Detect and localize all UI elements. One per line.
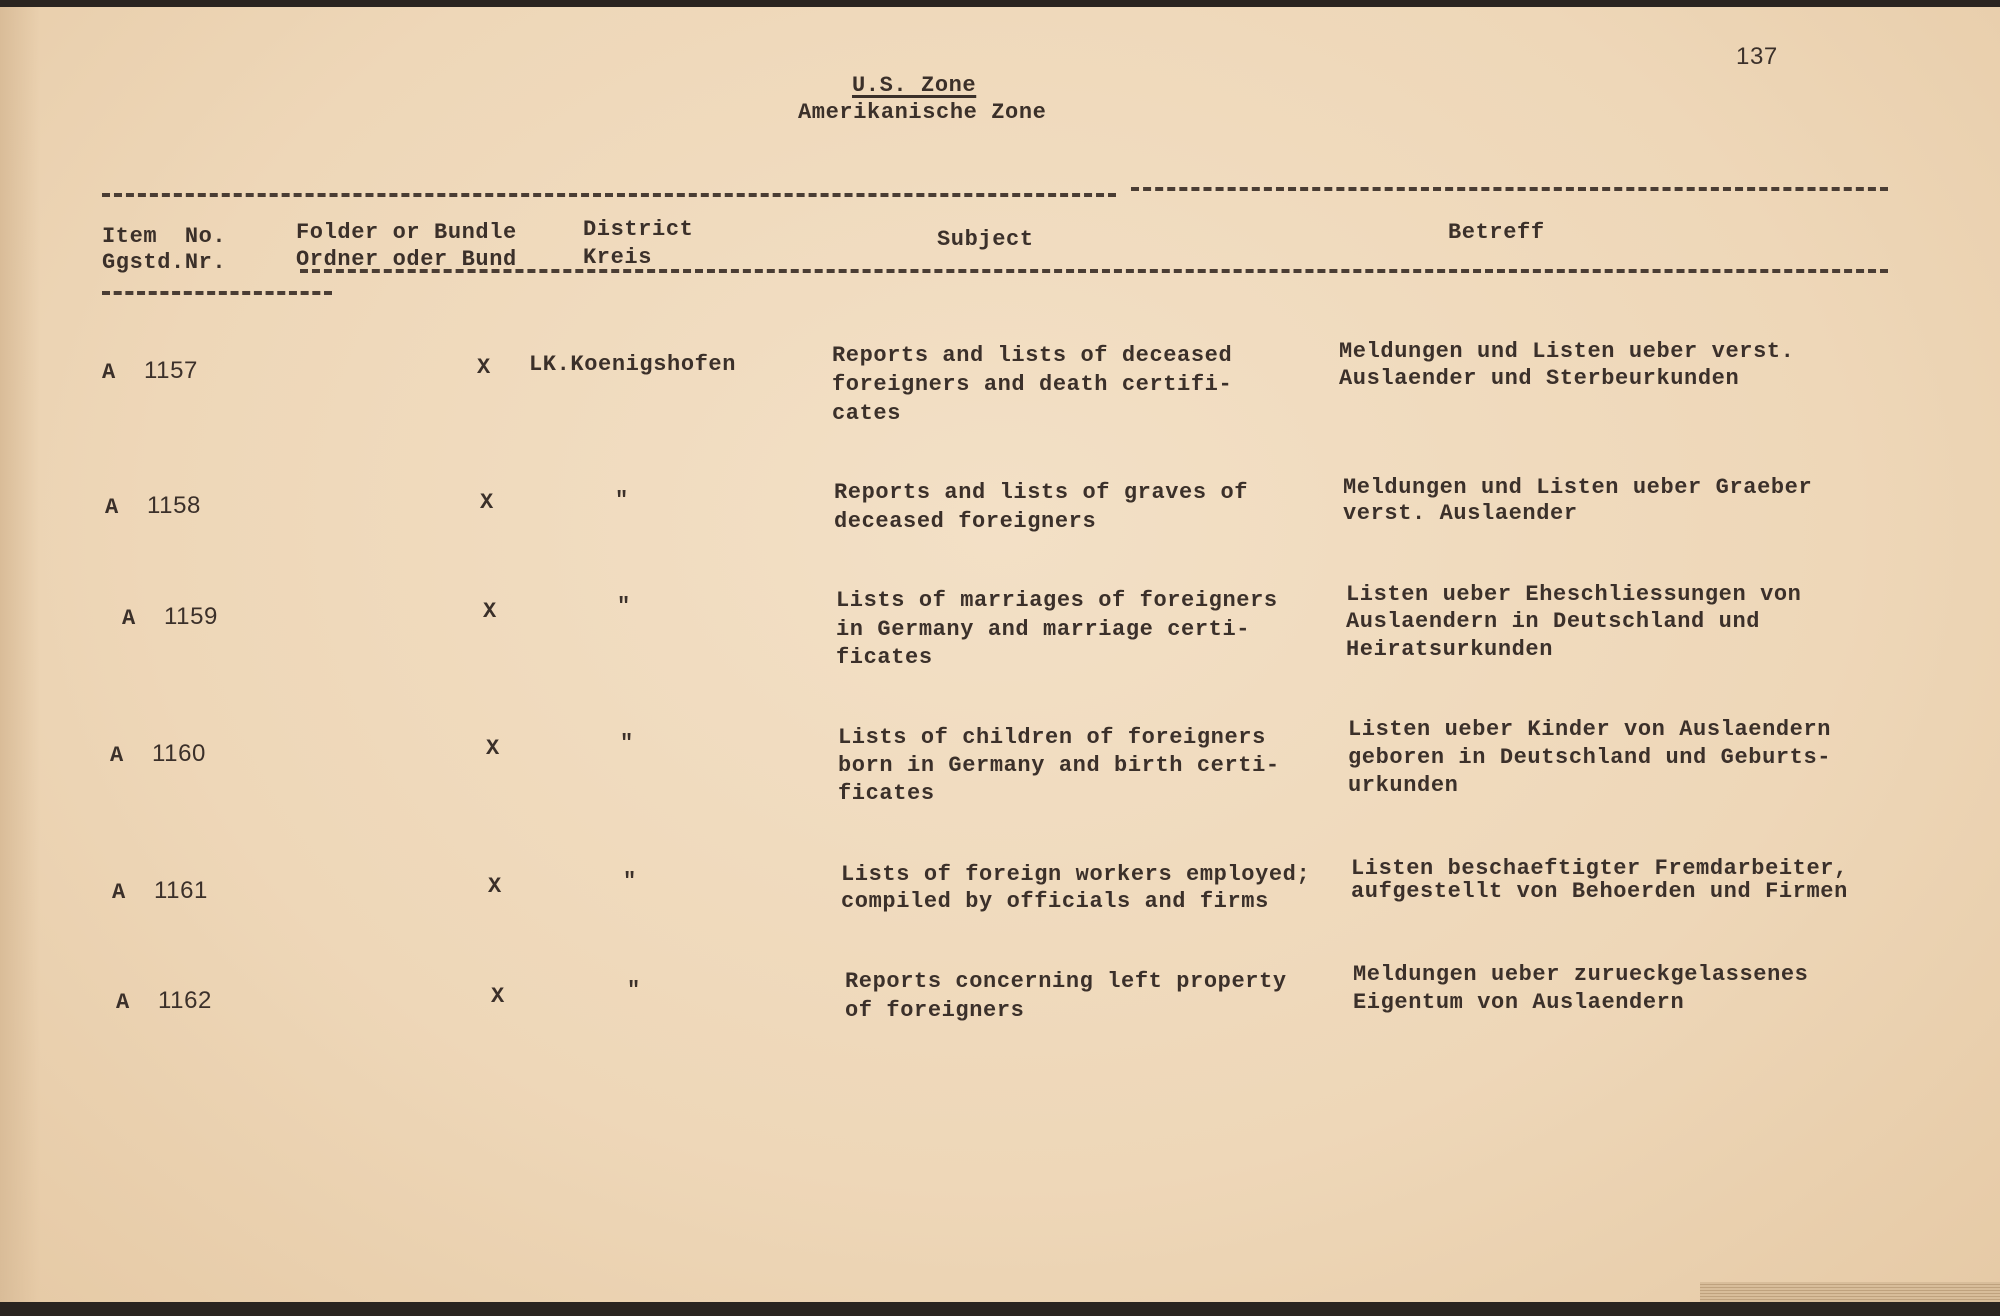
item-prefix: A xyxy=(112,880,126,905)
item-prefix: A xyxy=(102,360,116,385)
item-number: 1158 xyxy=(147,492,202,519)
subject-line: Lists of marriages of foreigners xyxy=(836,588,1278,613)
subject-line: born in Germany and birth certi- xyxy=(838,753,1280,778)
header-folder: Folder or Bundle xyxy=(296,220,517,245)
subject-line: foreigners and death certifi- xyxy=(832,372,1233,397)
item-prefix: A xyxy=(110,743,124,768)
divider xyxy=(300,269,1888,273)
betreff-line: Eigentum von Auslaendern xyxy=(1353,990,1685,1015)
header-betreff: Betreff xyxy=(1448,220,1545,245)
page-subtitle: Amerikanische Zone xyxy=(798,100,1047,125)
district: LK.Koenigshofen xyxy=(529,352,737,377)
header-district: District xyxy=(583,217,694,242)
folder-mark: X xyxy=(486,736,500,761)
page-title: U.S. Zone xyxy=(852,73,977,98)
betreff-line: Listen ueber Kinder von Auslaendern xyxy=(1348,717,1832,742)
subject-line: cates xyxy=(832,401,902,426)
item-number: 1160 xyxy=(152,740,207,767)
page-stack-edge xyxy=(1700,1282,2000,1302)
subject-line: ficates xyxy=(836,645,933,670)
divider xyxy=(1131,187,1888,191)
betreff-line: verst. Auslaender xyxy=(1343,501,1578,526)
betreff-line: Listen beschaeftigter Fremdarbeiter, xyxy=(1351,856,1848,881)
item-number: 1159 xyxy=(164,603,219,630)
district: " xyxy=(627,978,641,1003)
betreff-line: aufgestellt von Behoerden und Firmen xyxy=(1351,879,1848,904)
folder-mark: X xyxy=(477,355,491,380)
betreff-line: Meldungen ueber zurueckgelassenes xyxy=(1353,962,1809,987)
district: " xyxy=(623,869,637,894)
subject-line: Reports concerning left property xyxy=(845,969,1287,994)
page-number: 137 xyxy=(1736,43,1778,70)
subject-line: ficates xyxy=(838,781,935,806)
document-page xyxy=(0,7,2000,1302)
header-folder-de: Ordner oder Bund xyxy=(296,247,517,272)
item-prefix: A xyxy=(116,990,130,1015)
item-number: 1157 xyxy=(144,357,199,384)
betreff-line: Auslaender und Sterbeurkunden xyxy=(1339,366,1740,391)
subject-line: Lists of children of foreigners xyxy=(838,725,1266,750)
folder-mark: X xyxy=(480,490,494,515)
folder-mark: X xyxy=(483,599,497,624)
betreff-line: Meldungen und Listen ueber verst. xyxy=(1339,339,1795,364)
district: " xyxy=(617,594,631,619)
betreff-line: Heiratsurkunden xyxy=(1346,637,1554,662)
header-item-de: Ggstd.Nr. xyxy=(102,250,227,275)
subject-line: Reports and lists of deceased xyxy=(832,343,1233,368)
district: " xyxy=(620,731,634,756)
betreff-line: urkunden xyxy=(1348,773,1459,798)
subject-line: compiled by officials and firms xyxy=(841,889,1269,914)
folder-mark: X xyxy=(488,874,502,899)
subject-line: Lists of foreign workers employed; xyxy=(841,862,1311,887)
folder-mark: X xyxy=(491,984,505,1009)
item-number: 1161 xyxy=(154,877,209,904)
betreff-line: Meldungen und Listen ueber Graeber xyxy=(1343,475,1813,500)
betreff-line: Listen ueber Eheschliessungen von xyxy=(1346,582,1802,607)
divider xyxy=(102,291,332,295)
district: " xyxy=(615,488,629,513)
item-prefix: A xyxy=(105,495,119,520)
betreff-line: Auslaendern in Deutschland und xyxy=(1346,609,1761,634)
item-prefix: A xyxy=(122,606,136,631)
header-district-de: Kreis xyxy=(583,245,653,270)
header-subject: Subject xyxy=(937,227,1034,252)
subject-line: Reports and lists of graves of xyxy=(834,480,1249,505)
subject-line: deceased foreigners xyxy=(834,509,1097,534)
divider xyxy=(102,193,1116,197)
betreff-line: geboren in Deutschland und Geburts- xyxy=(1348,745,1832,770)
subject-line: of foreigners xyxy=(845,998,1025,1023)
item-number: 1162 xyxy=(158,987,213,1014)
subject-line: in Germany and marriage certi- xyxy=(836,617,1251,642)
header-item: Item No. xyxy=(102,224,227,249)
